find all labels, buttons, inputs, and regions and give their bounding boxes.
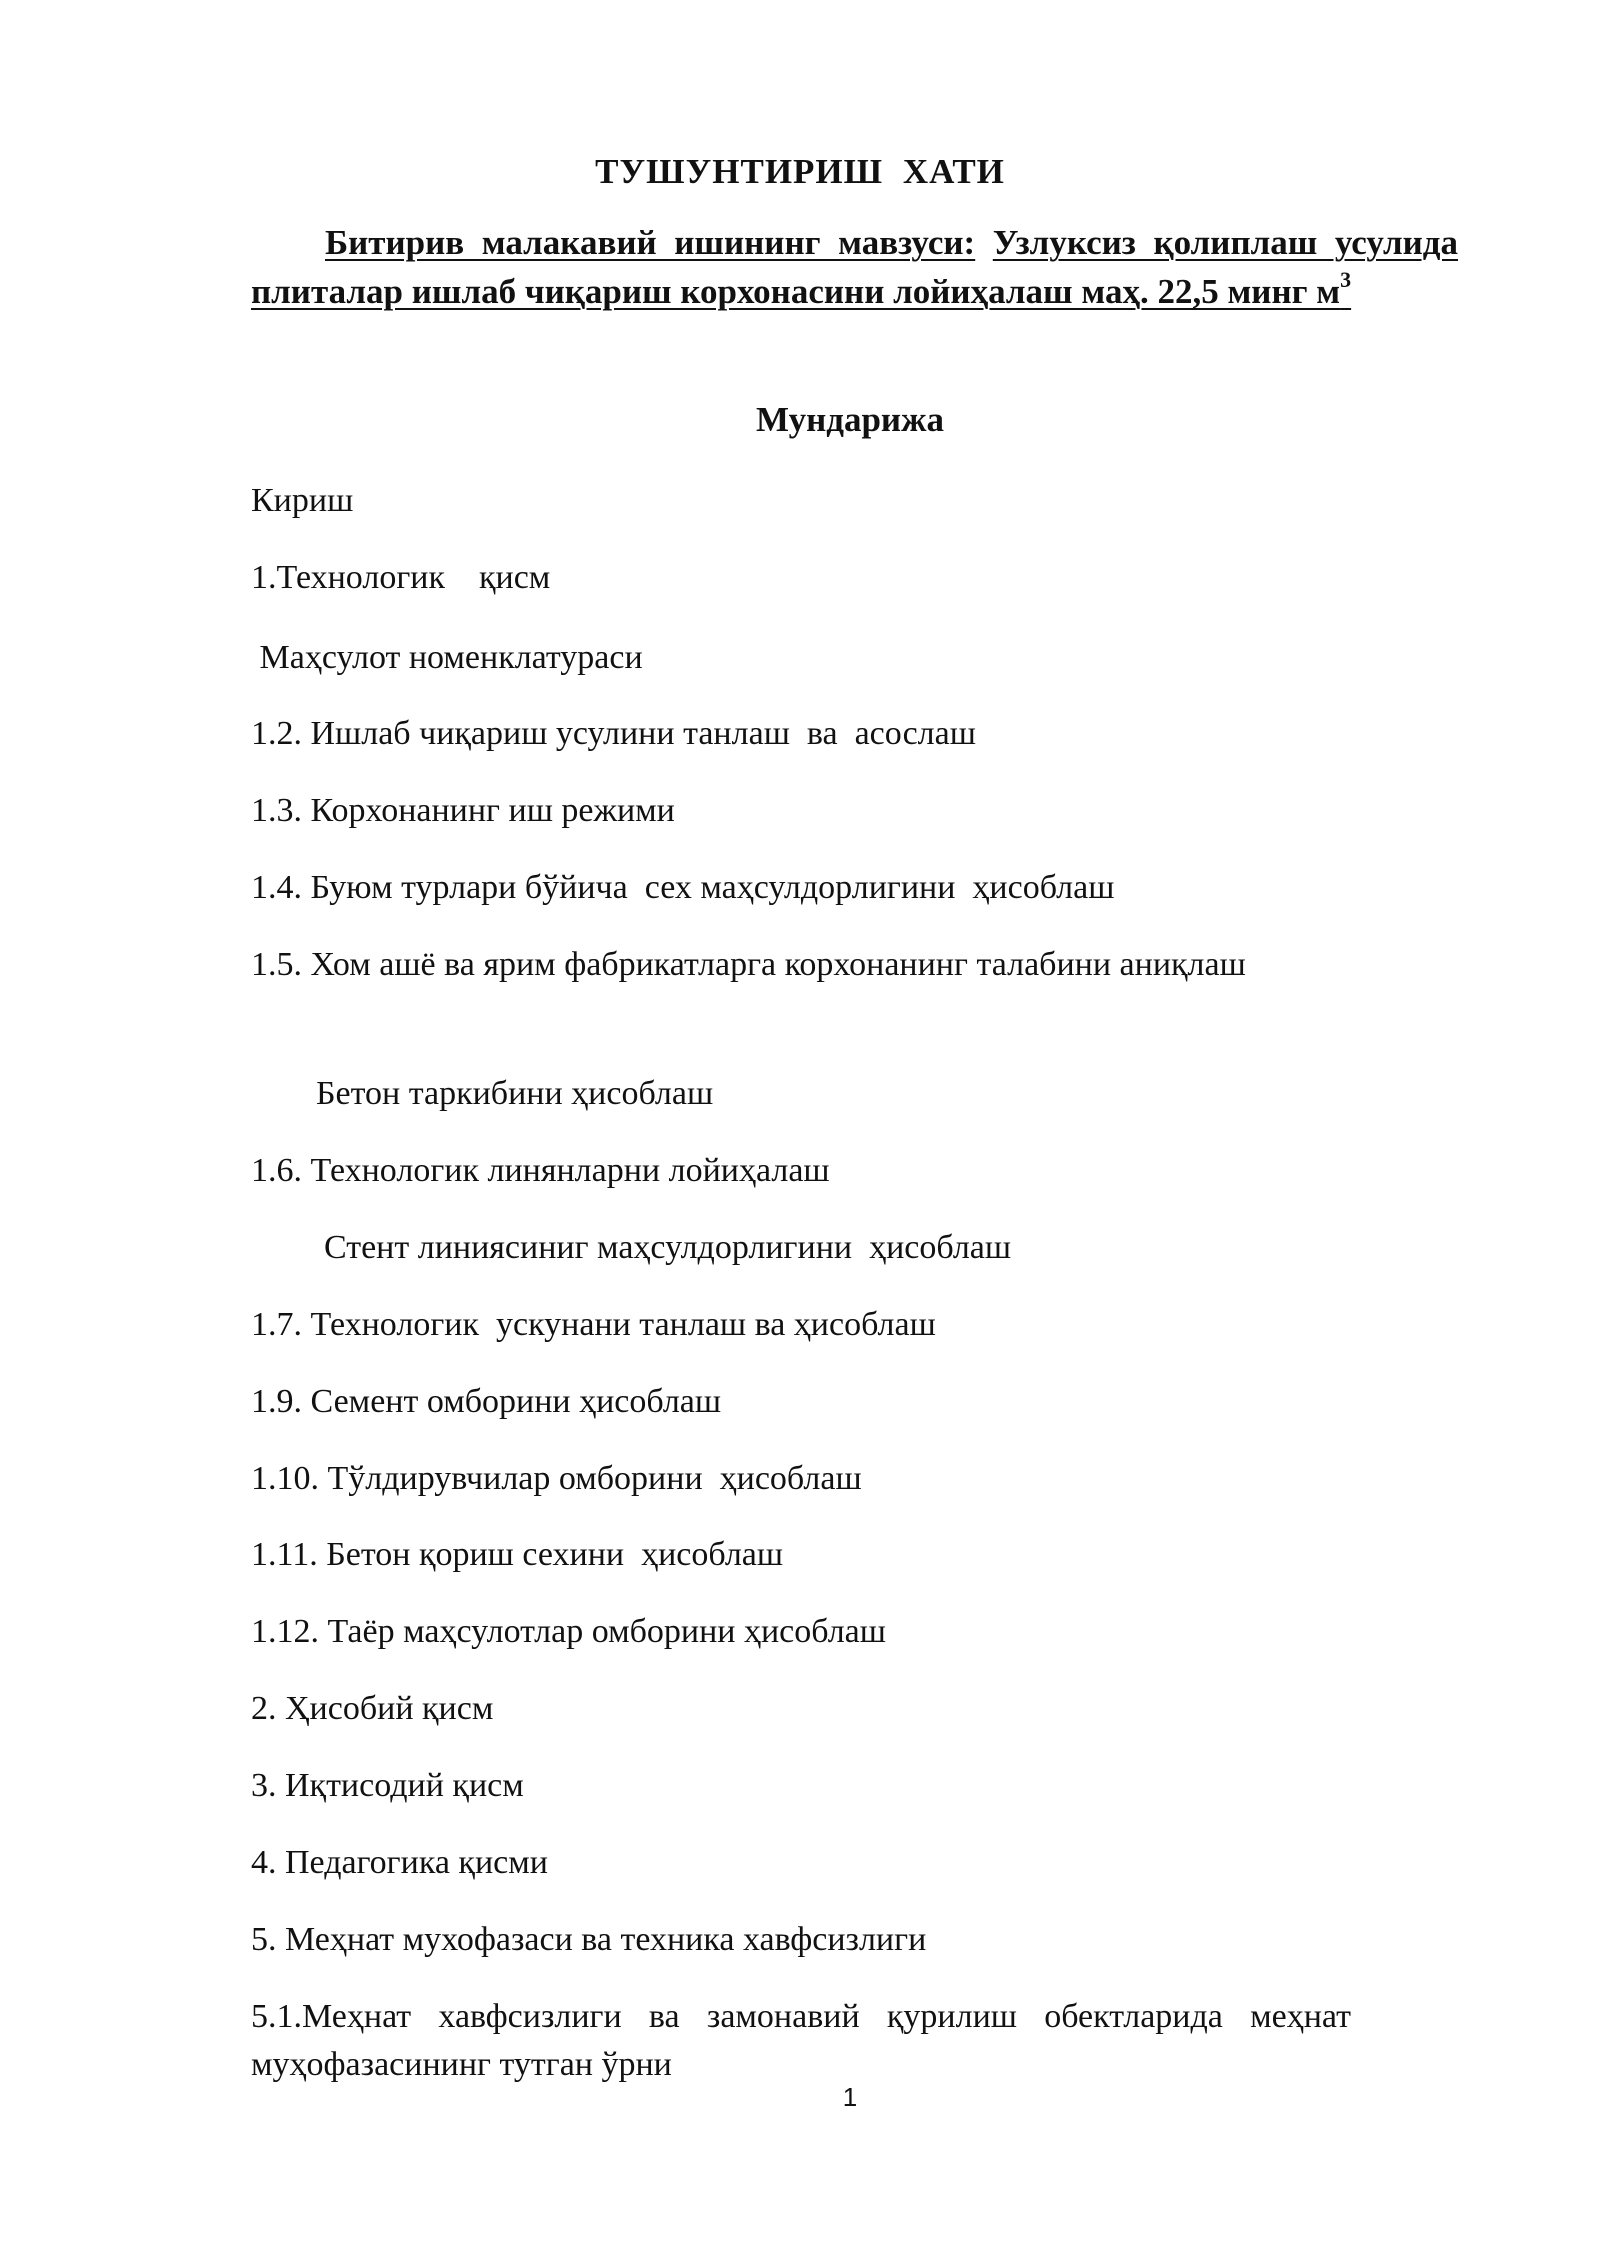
toc-item-1-11: 1.11. Бетон қориш сехини ҳисоблаш [251,1536,784,1573]
toc-item-1-12: 1.12. Таёр маҳсулотлар омборини ҳисоблаш [251,1613,886,1650]
toc-item-3: 3. Иқтисодий қисм [251,1767,524,1804]
toc-item-1-4: 1.4. Буюм турлари бўйича сех маҳсулдорлигини ҳисоблаш [251,869,1115,906]
toc-item-1-3: 1.3. Корхонанинг иш режими [251,792,675,829]
thesis-topic [251,218,1458,316]
toc-item-1-2: 1.2. Ишлаб чиқариш усулини танлаш ва асослаш [251,715,976,752]
toc-item-technological-part: 1.Технологик қисм [251,559,551,596]
toc-item-1-7: 1.7. Технологик ускунани танлаш ва ҳисоблаш [251,1306,936,1343]
topic-label: Битирив малакавий ишининг мавзуси: [325,223,976,262]
document-title: ТУШУНТИРИШ ХАТИ [595,152,1005,191]
toc-item-concrete-composition: Бетон таркибини ҳисоблаш [316,1075,714,1112]
toc-item-product-nomenclature: Маҳсулот номенклатураси [251,639,643,676]
toc-item-1-5: 1.5. Хом ашё ва ярим фабрикатларга корхонанинг талабини аниқлаш [251,946,1246,983]
topic-superscript: 3 [1340,267,1352,292]
toc-item-1-6: 1.6. Технологик линянларни лойиҳалаш [251,1152,830,1189]
toc-item-introduction: Кириш [251,482,354,519]
toc-item-5-1: 5.1.Меҳнат хавфсизлиги ва замонавий қурилиш обектларида меҳнат муҳофазасининг тутган ўрни [251,1998,1351,2083]
page-number: 1 [842,2082,858,2112]
topic-text-body: Узлуксиз қолиплаш усулида плиталар ишлаб чиқариш корхонасини лойиҳалаш маҳ. 22,5 минг м [251,223,1459,311]
toc-item-4: 4. Педагогика қисми [251,1844,548,1881]
toc-item-stent-line: Стент линиясиниг маҳсулдорлигини ҳисоблаш [324,1229,1012,1266]
toc-item-2: 2. Ҳисобий қисм [251,1690,494,1727]
toc-item-1-9: 1.9. Семент омборини ҳисоблаш [251,1383,722,1420]
toc-item-1-10: 1.10. Тўлдирувчилар омборини ҳисоблаш [251,1460,862,1497]
contents-heading: Мундарижа [756,400,944,439]
toc-item-5: 5. Меҳнат мухофазаси ва техника хавфсизлиги [251,1921,927,1958]
